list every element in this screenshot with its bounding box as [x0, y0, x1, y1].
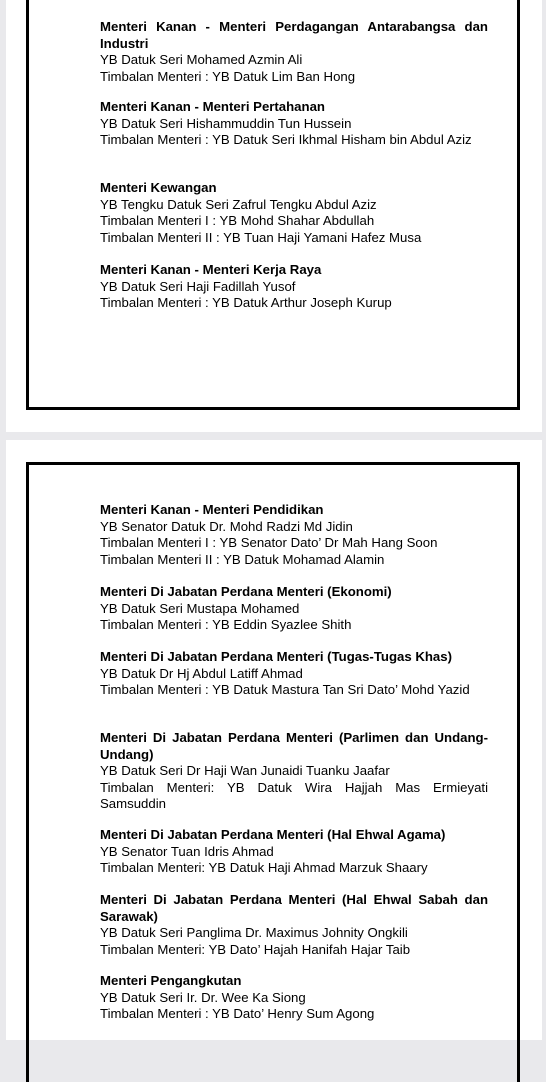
deputy-minister: Timbalan Menteri : YB Dato’ Henry Sum Agong — [100, 1006, 375, 1021]
ministry-title: Menteri Kewangan — [100, 180, 217, 195]
minister-entry — [100, 99, 488, 149]
ministry-title: Menteri Kanan - Menteri Kerja Raya — [100, 262, 322, 277]
minister-entry — [100, 649, 488, 699]
deputy-minister: Timbalan Menteri II : YB Datuk Mohamad Alamin — [100, 551, 385, 567]
minister-entry — [100, 730, 488, 813]
deputy-minister: Timbalan Menteri: YB Dato’ Hajah Hanifah Hajar Taib — [100, 941, 411, 957]
minister-entry — [100, 584, 488, 634]
minister-entry — [100, 502, 488, 568]
minister-name: YB Datuk Seri Haji Fadillah Yusof — [100, 278, 296, 294]
minister-entry — [100, 262, 488, 312]
deputy-minister: Timbalan Menteri I : YB Mohd Shahar Abdullah — [100, 213, 375, 228]
document-page-2 — [6, 440, 542, 1040]
minister-entry — [100, 892, 488, 958]
deputy-minister: Timbalan Menteri: YB Datuk Haji Ahmad Marzuk Shaary — [100, 860, 428, 875]
ministry-title: Menteri Kanan - Menteri Pertahanan — [100, 99, 325, 114]
ministry-title: Menteri Kanan - Menteri Perdagangan Antarabangsa dan Industri — [100, 19, 488, 51]
ministry-title: Menteri Di Jabatan Perdana Menteri (Ekonomi) — [100, 584, 392, 599]
deputy-minister: Timbalan Menteri : YB Datuk Mastura Tan Sri Dato’ Mohd Yazid — [100, 682, 470, 697]
ministry-title: Menteri Di Jabatan Perdana Menteri (Parlimen dan Undang-Undang) — [100, 730, 488, 762]
minister-name: YB Datuk Seri Hishammuddin Tun Hussein — [100, 115, 352, 131]
minister-name: YB Datuk Seri Mohamed Azmin Ali — [100, 52, 303, 67]
minister-name: YB Datuk Dr Hj Abdul Latiff Ahmad — [100, 665, 303, 681]
minister-entry — [100, 180, 488, 246]
ministry-title: Menteri Di Jabatan Perdana Menteri (Hal Ehwal Sabah dan Sarawak) — [100, 892, 488, 924]
deputy-minister: Timbalan Menteri : YB Datuk Lim Ban Hong — [100, 68, 356, 84]
deputy-minister: Timbalan Menteri II : YB Tuan Haji Yamani Hafez Musa — [100, 229, 422, 245]
deputy-minister: Timbalan Menteri: YB Datuk Wira Hajjah Mas Ermieyati Samsuddin — [100, 779, 488, 811]
deputy-minister: Timbalan Menteri I : YB Senator Dato’ Dr Mah Hang Soon — [100, 535, 438, 550]
ministry-title: Menteri Kanan - Menteri Pendidikan — [100, 502, 324, 517]
minister-name: YB Datuk Seri Mustapa Mohamed — [100, 600, 300, 616]
minister-name: YB Tengku Datuk Seri Zafrul Tengku Abdul Aziz — [100, 196, 377, 212]
minister-entry — [100, 827, 488, 877]
minister-name: YB Datuk Seri Dr Haji Wan Junaidi Tuanku Jaafar — [100, 763, 390, 778]
deputy-minister: Timbalan Menteri : YB Eddin Syazlee Shith — [100, 617, 352, 632]
ministry-title: Menteri Di Jabatan Perdana Menteri (Tugas-Tugas Khas) — [100, 649, 452, 664]
minister-name: YB Datuk Seri Panglima Dr. Maximus Johnity Ongkili — [100, 925, 408, 940]
minister-entry — [100, 19, 488, 85]
minister-name: YB Senator Tuan Idris Ahmad — [100, 843, 274, 859]
minister-name: YB Senator Datuk Dr. Mohd Radzi Md Jidin — [100, 518, 353, 534]
minister-entry — [100, 973, 488, 1023]
document-page-1 — [6, 0, 542, 432]
deputy-minister: Timbalan Menteri : YB Datuk Seri Ikhmal Hisham bin Abdul Aziz — [100, 132, 472, 147]
minister-name: YB Datuk Seri Ir. Dr. Wee Ka Siong — [100, 989, 306, 1005]
deputy-minister: Timbalan Menteri : YB Datuk Arthur Joseph Kurup — [100, 295, 392, 310]
ministry-title: Menteri Pengangkutan — [100, 973, 242, 988]
ministry-title: Menteri Di Jabatan Perdana Menteri (Hal Ehwal Agama) — [100, 827, 446, 842]
